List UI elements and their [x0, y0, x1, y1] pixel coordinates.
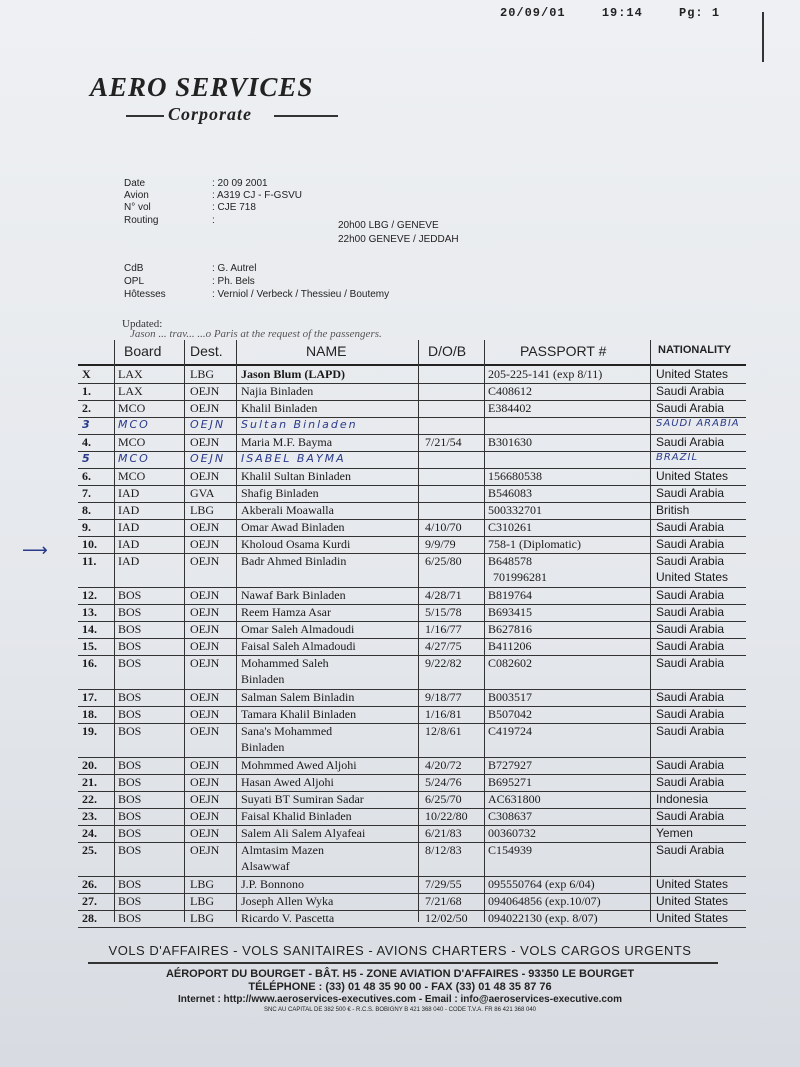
row-dest: OEJN — [190, 792, 220, 806]
row-name: Faisal Saleh Almadoudi — [241, 639, 356, 653]
row-dob: 6/21/83 — [425, 826, 462, 840]
row-board: MCO — [118, 469, 146, 483]
row-board: BOS — [118, 843, 142, 857]
table-row — [78, 876, 746, 894]
row-passport: C308637 — [488, 809, 533, 823]
table-row — [78, 808, 746, 826]
row-number: 18. — [82, 707, 97, 721]
row-number: 4. — [82, 435, 91, 449]
row-dest: OEJN — [190, 435, 220, 449]
table-row — [78, 383, 746, 401]
row-passport: C419724 — [488, 724, 533, 738]
info-key: N° vol — [124, 202, 151, 213]
table-row — [78, 842, 746, 877]
row-nationality: BRAZIL — [656, 452, 699, 463]
update-note: Jason ... trav... ...o Paris at the request of the passengers. — [130, 328, 382, 340]
margin-mark — [762, 12, 764, 62]
row-board: MCO — [118, 435, 146, 449]
row-dest: LBG — [190, 911, 214, 925]
row-number: 11. — [82, 554, 97, 568]
row-name: Almtasim Mazen — [241, 843, 324, 857]
row-board: MCO — [118, 452, 150, 465]
row-nationality: Saudi Arabia — [656, 809, 725, 823]
row-passport: C154939 — [488, 843, 533, 857]
routing-leg-1: 20h00 LBG / GENEVE — [338, 220, 439, 231]
row-name: Joseph Allen Wyka — [241, 894, 334, 908]
row-nationality: Indonesia — [656, 792, 709, 806]
row-passport: B507042 — [488, 707, 533, 721]
row-name: Ricardo V. Pascetta — [241, 911, 335, 925]
table-row — [78, 400, 746, 418]
row-passport: 094064856 (exp.10/07) — [488, 894, 601, 908]
row-board: BOS — [118, 911, 142, 925]
row-name: Mohmmed Awed Aljohi — [241, 758, 357, 772]
row-board: BOS — [118, 775, 142, 789]
row-number: 8. — [82, 503, 91, 517]
row-dest: OEJN — [190, 690, 220, 704]
row-passport: C310261 — [488, 520, 533, 534]
row-board: BOS — [118, 792, 142, 806]
row-name: Kholoud Osama Kurdi — [241, 537, 351, 551]
row-number: 15. — [82, 639, 97, 653]
row-passport: AC631800 — [488, 792, 541, 806]
table-row — [78, 621, 746, 639]
row-number: 14. — [82, 622, 97, 636]
logo-title: AERO SERVICES — [90, 72, 314, 102]
table-row — [78, 604, 746, 622]
row-nationality: Saudi Arabia — [656, 588, 725, 602]
row-name: Khalil Binladen — [241, 401, 318, 415]
row-passport: B301630 — [488, 435, 533, 449]
row-board: BOS — [118, 826, 142, 840]
row-name: Khalil Sultan Binladen — [241, 469, 351, 483]
row-dob: 4/28/71 — [425, 588, 462, 602]
row-number: 23. — [82, 809, 97, 823]
row-name: Jason Blum (LAPD) — [241, 367, 346, 381]
row-name: Shafig Binladen — [241, 486, 319, 500]
logo-rule-left — [126, 115, 164, 117]
row-name: Hasan Awed Aljohi — [241, 775, 334, 789]
row-dest: LBG — [190, 503, 214, 517]
table-row — [78, 910, 746, 928]
table-row — [78, 587, 746, 605]
fax-time: 19:14 — [601, 6, 643, 20]
table-row — [78, 519, 746, 537]
row-dob: 4/20/72 — [425, 758, 462, 772]
handwritten-arrow-icon: ⟶ — [22, 540, 48, 561]
table-row — [78, 706, 746, 724]
row-number: 24. — [82, 826, 97, 840]
row-nationality: Saudi Arabia — [656, 758, 725, 772]
header-dest: Dest. — [190, 343, 223, 359]
row-name: Salman Salem Binladin — [241, 690, 355, 704]
table-row — [78, 723, 746, 758]
table-row — [78, 451, 746, 469]
routing-leg-2: 22h00 GENEVE / JEDDAH — [338, 234, 459, 245]
row-name: Nawaf Bark Binladen — [241, 588, 346, 602]
row-number: 22. — [82, 792, 97, 806]
row-dob: 1/16/77 — [425, 622, 462, 636]
table-row — [78, 366, 746, 384]
row-passport: 00360732 — [488, 826, 536, 840]
row-board: IAD — [118, 503, 140, 517]
table-row — [78, 638, 746, 656]
row-nationality: British — [656, 503, 690, 517]
row-board: BOS — [118, 605, 142, 619]
row-dest: OEJN — [190, 843, 220, 857]
row-board: LAX — [118, 367, 143, 381]
row-passport: B411206 — [488, 639, 532, 653]
row-board: BOS — [118, 809, 142, 823]
info-value: : Ph. Bels — [212, 276, 255, 287]
row-dest: LBG — [190, 367, 214, 381]
row-dest: OEJN — [190, 605, 220, 619]
row-board: BOS — [118, 707, 142, 721]
info-value: : 20 09 2001 — [212, 178, 268, 189]
row-number: 6. — [82, 469, 91, 483]
row-board: MCO — [118, 401, 146, 415]
row-name-line2: Binladen — [241, 740, 285, 754]
row-dob: 5/15/78 — [425, 605, 462, 619]
row-name-line2: Alsawwaf — [241, 859, 290, 873]
row-passport: B627816 — [488, 622, 533, 636]
info-key: Date — [124, 178, 146, 189]
row-nationality: United States — [656, 894, 729, 908]
info-value: : Verniol / Verbeck / Thessieu / Boutemy — [212, 289, 390, 300]
row-dest: OEJN — [190, 809, 220, 823]
row-board: BOS — [118, 656, 142, 670]
row-number: 21. — [82, 775, 97, 789]
row-number: 13. — [82, 605, 97, 619]
row-number: 27. — [82, 894, 97, 908]
row-passport: B819764 — [488, 588, 533, 602]
info-key: OPL — [124, 276, 145, 287]
row-dest: OEJN — [190, 724, 220, 738]
row-passport: C408612 — [488, 384, 533, 398]
row-passport: 095550764 (exp 6/04) — [488, 877, 595, 891]
row-dest: OEJN — [190, 554, 220, 568]
header-board: Board — [124, 343, 162, 359]
table-row — [78, 825, 746, 843]
row-dob: 9/22/82 — [425, 656, 462, 670]
row-dob: 9/18/77 — [425, 690, 462, 704]
row-name: ISABEL BAYMA — [241, 452, 346, 465]
row-dob: 6/25/80 — [425, 554, 462, 568]
row-nationality: Saudi Arabia — [656, 486, 725, 500]
row-passport: B546083 — [488, 486, 533, 500]
row-number: 2. — [82, 401, 91, 415]
table-row — [78, 791, 746, 809]
row-nationality: Saudi Arabia — [656, 622, 725, 636]
row-nationality-line2: United States — [656, 570, 729, 584]
row-dest: OEJN — [190, 656, 220, 670]
row-dest: OEJN — [190, 401, 220, 415]
row-number: 5 — [82, 452, 92, 465]
info-key: CdB — [124, 263, 144, 274]
row-name: Najia Binladen — [241, 384, 314, 398]
row-nationality: Saudi Arabia — [656, 401, 725, 415]
row-name: Omar Awad Binladen — [241, 520, 345, 534]
row-board: IAD — [118, 520, 140, 534]
row-passport: 500332701 — [488, 503, 542, 517]
row-nationality: Saudi Arabia — [656, 707, 725, 721]
column-divider — [418, 340, 419, 922]
row-dest: OEJN — [190, 588, 220, 602]
info-key: Hôtesses — [124, 289, 166, 300]
row-board: MCO — [118, 418, 150, 431]
row-dest: OEJN — [190, 452, 226, 465]
row-board: IAD — [118, 554, 140, 568]
row-passport: B648578 — [488, 554, 533, 568]
fax-date: 20/09/01 — [500, 6, 566, 20]
row-board: IAD — [118, 486, 140, 500]
column-divider — [184, 340, 185, 922]
table-row — [78, 655, 746, 690]
row-board: BOS — [118, 690, 142, 704]
table-row — [78, 485, 746, 503]
row-dob: 4/10/70 — [425, 520, 462, 534]
row-dest: OEJN — [190, 826, 220, 840]
row-dob: 10/22/80 — [425, 809, 468, 823]
row-dob: 7/29/55 — [425, 877, 462, 891]
info-value: : CJE 718 — [212, 202, 256, 213]
row-board: BOS — [118, 622, 142, 636]
table-row — [78, 757, 746, 775]
info-value: : A319 CJ - F-GSVU — [212, 190, 303, 201]
row-nationality: Saudi Arabia — [656, 775, 725, 789]
table-row — [78, 468, 746, 486]
header-nationality: NATIONALITY — [658, 344, 732, 356]
row-dob: 1/16/81 — [425, 707, 462, 721]
row-passport: B695271 — [488, 775, 533, 789]
row-name-line2: Binladen — [241, 672, 285, 686]
table-row — [78, 417, 746, 435]
row-nationality: Saudi Arabia — [656, 520, 725, 534]
row-number: 7. — [82, 486, 91, 500]
row-dest: GVA — [190, 486, 215, 500]
row-name: Maria M.F. Bayma — [241, 435, 333, 449]
row-name: Faisal Khalid Binladen — [241, 809, 352, 823]
column-divider — [114, 340, 115, 922]
row-dob: 5/24/76 — [425, 775, 462, 789]
info-key: Routing — [124, 215, 159, 226]
row-board: BOS — [118, 639, 142, 653]
row-nationality: Saudi Arabia — [656, 554, 725, 568]
row-number: 10. — [82, 537, 97, 551]
row-board: BOS — [118, 724, 142, 738]
header-name: NAME — [306, 343, 347, 359]
row-board: LAX — [118, 384, 143, 398]
row-number: 1. — [82, 384, 91, 398]
row-passport: B003517 — [488, 690, 533, 704]
row-name: Omar Saleh Almadoudi — [241, 622, 355, 636]
row-name: Sultan Binladen — [241, 418, 358, 431]
row-nationality: Saudi Arabia — [656, 843, 725, 857]
row-nationality: Saudi Arabia — [656, 724, 725, 738]
row-number: X — [82, 367, 91, 381]
row-board: BOS — [118, 588, 142, 602]
info-value: : — [212, 215, 215, 226]
footer-rule — [88, 962, 718, 964]
row-dob: 9/9/79 — [425, 537, 456, 551]
company-logo — [90, 72, 314, 124]
row-passport: B727927 — [488, 758, 533, 772]
row-number: 17. — [82, 690, 97, 704]
row-board: BOS — [118, 758, 142, 772]
row-board: BOS — [118, 894, 142, 908]
row-dest: OEJN — [190, 537, 220, 551]
row-dest: OEJN — [190, 639, 220, 653]
info-key: Avion — [124, 190, 149, 201]
row-nationality: Saudi Arabia — [656, 537, 725, 551]
row-dob: 12/8/61 — [425, 724, 462, 738]
column-divider — [484, 340, 485, 922]
row-name: J.P. Bonnono — [241, 877, 305, 891]
row-passport: B693415 — [488, 605, 533, 619]
row-dest: OEJN — [190, 384, 220, 398]
footer-phone: TÉLÉPHONE : (33) 01 48 35 90 00 - FAX (33) 01 48 35 87 76 — [248, 981, 552, 993]
row-number: 3 — [82, 418, 92, 431]
footer-services: VOLS D'AFFAIRES - VOLS SANITAIRES - AVIONS CHARTERS - VOLS CARGOS URGENTS — [108, 943, 692, 958]
footer-legal: SNC AU CAPITAL DE 382 500 € - R.C.S. BOBIGNY B 421 368 040 - CODE T.V.A. FR 86 421 368 040 — [263, 1007, 537, 1013]
row-name: Akberali Moawalla — [241, 503, 334, 517]
fax-header — [500, 6, 748, 20]
row-name: Mohammed Saleh — [241, 656, 329, 670]
row-number: 25. — [82, 843, 97, 857]
row-nationality: United States — [656, 877, 729, 891]
row-dob: 7/21/54 — [425, 435, 462, 449]
row-board: IAD — [118, 537, 140, 551]
row-passport: 094022130 (exp. 8/07) — [488, 911, 598, 925]
header-passport: PASSPORT # — [520, 343, 607, 359]
row-dest: OEJN — [190, 469, 220, 483]
table-header — [78, 340, 746, 366]
row-dest: OEJN — [190, 775, 220, 789]
row-passport: 205-225-141 (exp 8/11) — [488, 367, 603, 381]
row-number: 20. — [82, 758, 97, 772]
footer-web: Internet : http://www.aeroservices-executives.com - Email : info@aeroservices-executive.com — [178, 994, 622, 1005]
row-passport-line2: 701996281 — [493, 570, 547, 584]
row-nationality: United States — [656, 367, 729, 381]
row-dob: 7/21/68 — [425, 894, 462, 908]
table-row — [78, 553, 746, 588]
row-nationality: United States — [656, 469, 729, 483]
row-number: 16. — [82, 656, 97, 670]
row-dest: OEJN — [190, 418, 226, 431]
row-nationality: Saudi Arabia — [656, 690, 725, 704]
updated-label: Updated: — [122, 318, 163, 330]
column-divider — [650, 340, 651, 922]
row-passport: 758-1 (Diplomatic) — [488, 537, 581, 551]
row-dob: 4/27/75 — [425, 639, 462, 653]
row-dest: OEJN — [190, 707, 220, 721]
row-dob: 12/02/50 — [425, 911, 468, 925]
row-name: Suyati BT Sumiran Sadar — [241, 792, 364, 806]
row-board: BOS — [118, 877, 142, 891]
table-row — [78, 774, 746, 792]
row-nationality: Yemen — [656, 826, 693, 840]
row-passport: C082602 — [488, 656, 533, 670]
row-dob: 8/12/83 — [425, 843, 462, 857]
row-number: 26. — [82, 877, 97, 891]
row-dest: LBG — [190, 877, 214, 891]
table-row — [78, 689, 746, 707]
row-number: 28. — [82, 911, 97, 925]
row-dest: OEJN — [190, 520, 220, 534]
row-nationality: United States — [656, 911, 729, 925]
fax-page: Pg: 1 — [679, 6, 721, 20]
row-dest: OEJN — [190, 622, 220, 636]
row-dest: OEJN — [190, 758, 220, 772]
row-passport: 156680538 — [488, 469, 542, 483]
row-passport: E384402 — [488, 401, 532, 415]
logo-subtitle: Corporate — [168, 104, 253, 124]
column-divider — [236, 340, 237, 922]
row-name: Tamara Khalil Binladen — [241, 707, 357, 721]
table-row — [78, 434, 746, 452]
row-dest: LBG — [190, 894, 214, 908]
row-number: 12. — [82, 588, 97, 602]
row-nationality: Saudi Arabia — [656, 435, 725, 449]
row-nationality: Saudi Arabia — [656, 384, 725, 398]
table-row — [78, 893, 746, 911]
info-value: : G. Autrel — [212, 263, 257, 274]
table-row — [78, 536, 746, 554]
logo-rule-right — [274, 115, 338, 117]
row-nationality: Saudi Arabia — [656, 656, 725, 670]
row-number: 9. — [82, 520, 91, 534]
row-nationality: SAUDI ARABIA — [656, 418, 740, 429]
header-dob: D/O/B — [428, 343, 467, 359]
row-number: 19. — [82, 724, 97, 738]
row-nationality: Saudi Arabia — [656, 639, 725, 653]
row-dob: 6/25/70 — [425, 792, 462, 806]
row-nationality: Saudi Arabia — [656, 605, 725, 619]
table-row — [78, 502, 746, 520]
row-name: Badr Ahmed Binladin — [241, 554, 347, 568]
footer-address: AÉROPORT DU BOURGET - BÂT. H5 - ZONE AVIATION D'AFFAIRES - 93350 LE BOURGET — [165, 968, 635, 980]
row-name: Reem Hamza Asar — [241, 605, 331, 619]
row-name: Sana's Mohammed — [241, 724, 333, 738]
row-name: Salem Ali Salem Alyafeai — [241, 826, 366, 840]
